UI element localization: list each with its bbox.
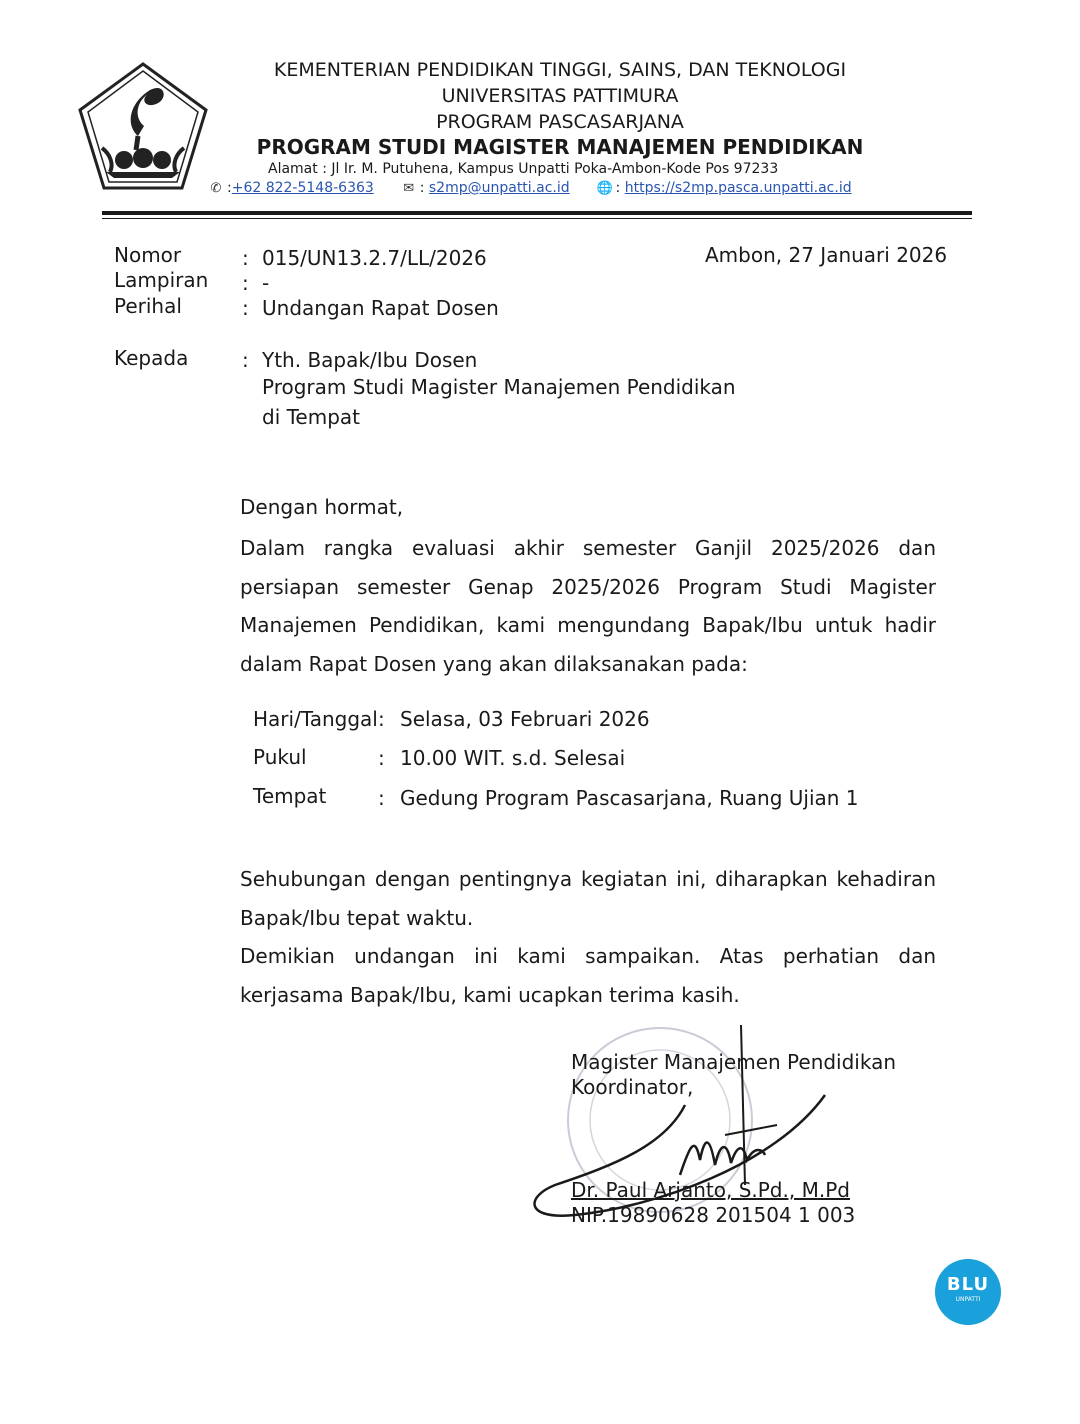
detail-place-colon: : [378,786,385,810]
kepada-label: Kepada [114,346,189,370]
letterhead [210,0,900,210]
body-paragraph-3: Demikian undangan ini kami sampaikan. Atas perhatian dan kerjasama Bapak/Ibu, kami ucapkan terima kasih. [240,944,936,1007]
detail-date-value: Selasa, 03 Februari 2026 [400,707,650,731]
body-paragraph-2: Sehubungan dengan pentingnya kegiatan ini, diharapkan kehadiran Bapak/Ibu tepat waktu. [240,867,936,930]
body-paragraph-1: Dalam rangka evaluasi akhir semester Ganjil 2025/2026 dan persiapan semester Genap 2025/2026 Program Studi Magister Manajemen Pendidikan, kami mengundang Bapak/Ibu untuk hadir dalam Rapat Dosen yang akan dilaksanakan pada: [240,536,936,676]
signature-org: Magister Manajemen Pendidikan [571,1050,897,1074]
lampiran-colon: : [242,271,249,295]
signatory-name: Dr. Paul Arjanto, S.Pd., M.Pd [571,1178,850,1202]
detail-time-label: Pukul [253,745,307,769]
nomor-label: Nomor [114,243,182,267]
recipient-line3: di Tempat [262,405,361,429]
university-name: UNIVERSITAS PATTIMURA [441,85,679,107]
detail-date-label: Hari/Tanggal [253,707,378,731]
university-logo-icon [76,60,210,194]
detail-time-colon: : [378,746,385,770]
lampiran-value: - [262,271,270,295]
email-link[interactable]: s2mp@unpatti.ac.id [428,180,570,196]
lampiran-label: Lampiran [114,268,209,292]
kepada-colon: : [242,348,249,372]
phone-link[interactable]: +62 822-5148-6363 [231,180,374,196]
perihal-value: Undangan Rapat Dosen [262,296,499,320]
signatory-nip: NIP.19890628 201504 1 003 [571,1203,856,1227]
detail-place-label: Tempat [253,784,327,808]
signature-role: Koordinator, [571,1075,694,1099]
detail-date-colon: : [378,707,385,731]
program-name: PROGRAM PASCASARJANA [436,111,684,133]
greeting: Dengan hormat, [240,495,404,519]
address: Alamat : Jl Ir. M. Putuhena, Kampus Unpatti Poka-Ambon-Kode Pos 97233 [268,161,779,177]
detail-place-value: Gedung Program Pascasarjana, Ruang Ujian 1 [400,786,859,810]
perihal-label: Perihal [114,294,182,318]
perihal-colon: : [242,296,249,320]
letter-date: Ambon, 27 Januari 2026 [705,243,948,267]
header-rule-thin [102,218,972,219]
whatsapp-icon: ✆ [210,181,222,196]
recipient-line1: Yth. Bapak/Ibu Dosen [262,348,478,372]
blu-badge: BLU UNPATTI [935,1259,1001,1325]
ministry-name: KEMENTERIAN PENDIDIKAN TINGGI, SAINS, DAN TEKNOLOGI [273,59,847,81]
detail-time-value: 10.00 WIT. s.d. Selesai [400,746,626,770]
nomor-value: 015/UN13.2.7/LL/2026 [262,246,487,270]
website-link[interactable]: https://s2mp.pasca.unpatti.ac.id [624,180,852,196]
contact-line: ✆ :+62 822-5148-6363 ✉ : s2mp@unpatti.ac.id 🌐 : https://s2mp.pasca.unpatti.ac.id [208,180,852,196]
email-icon: ✉ [403,181,415,196]
study-program-name: PROGRAM STUDI MAGISTER MANAJEMEN PENDIDIKAN [256,135,864,159]
globe-icon: 🌐 [596,181,613,196]
header-rule-thick [102,211,972,215]
nomor-colon: : [242,246,249,270]
recipient-line2: Program Studi Magister Manajemen Pendidikan [262,375,736,399]
